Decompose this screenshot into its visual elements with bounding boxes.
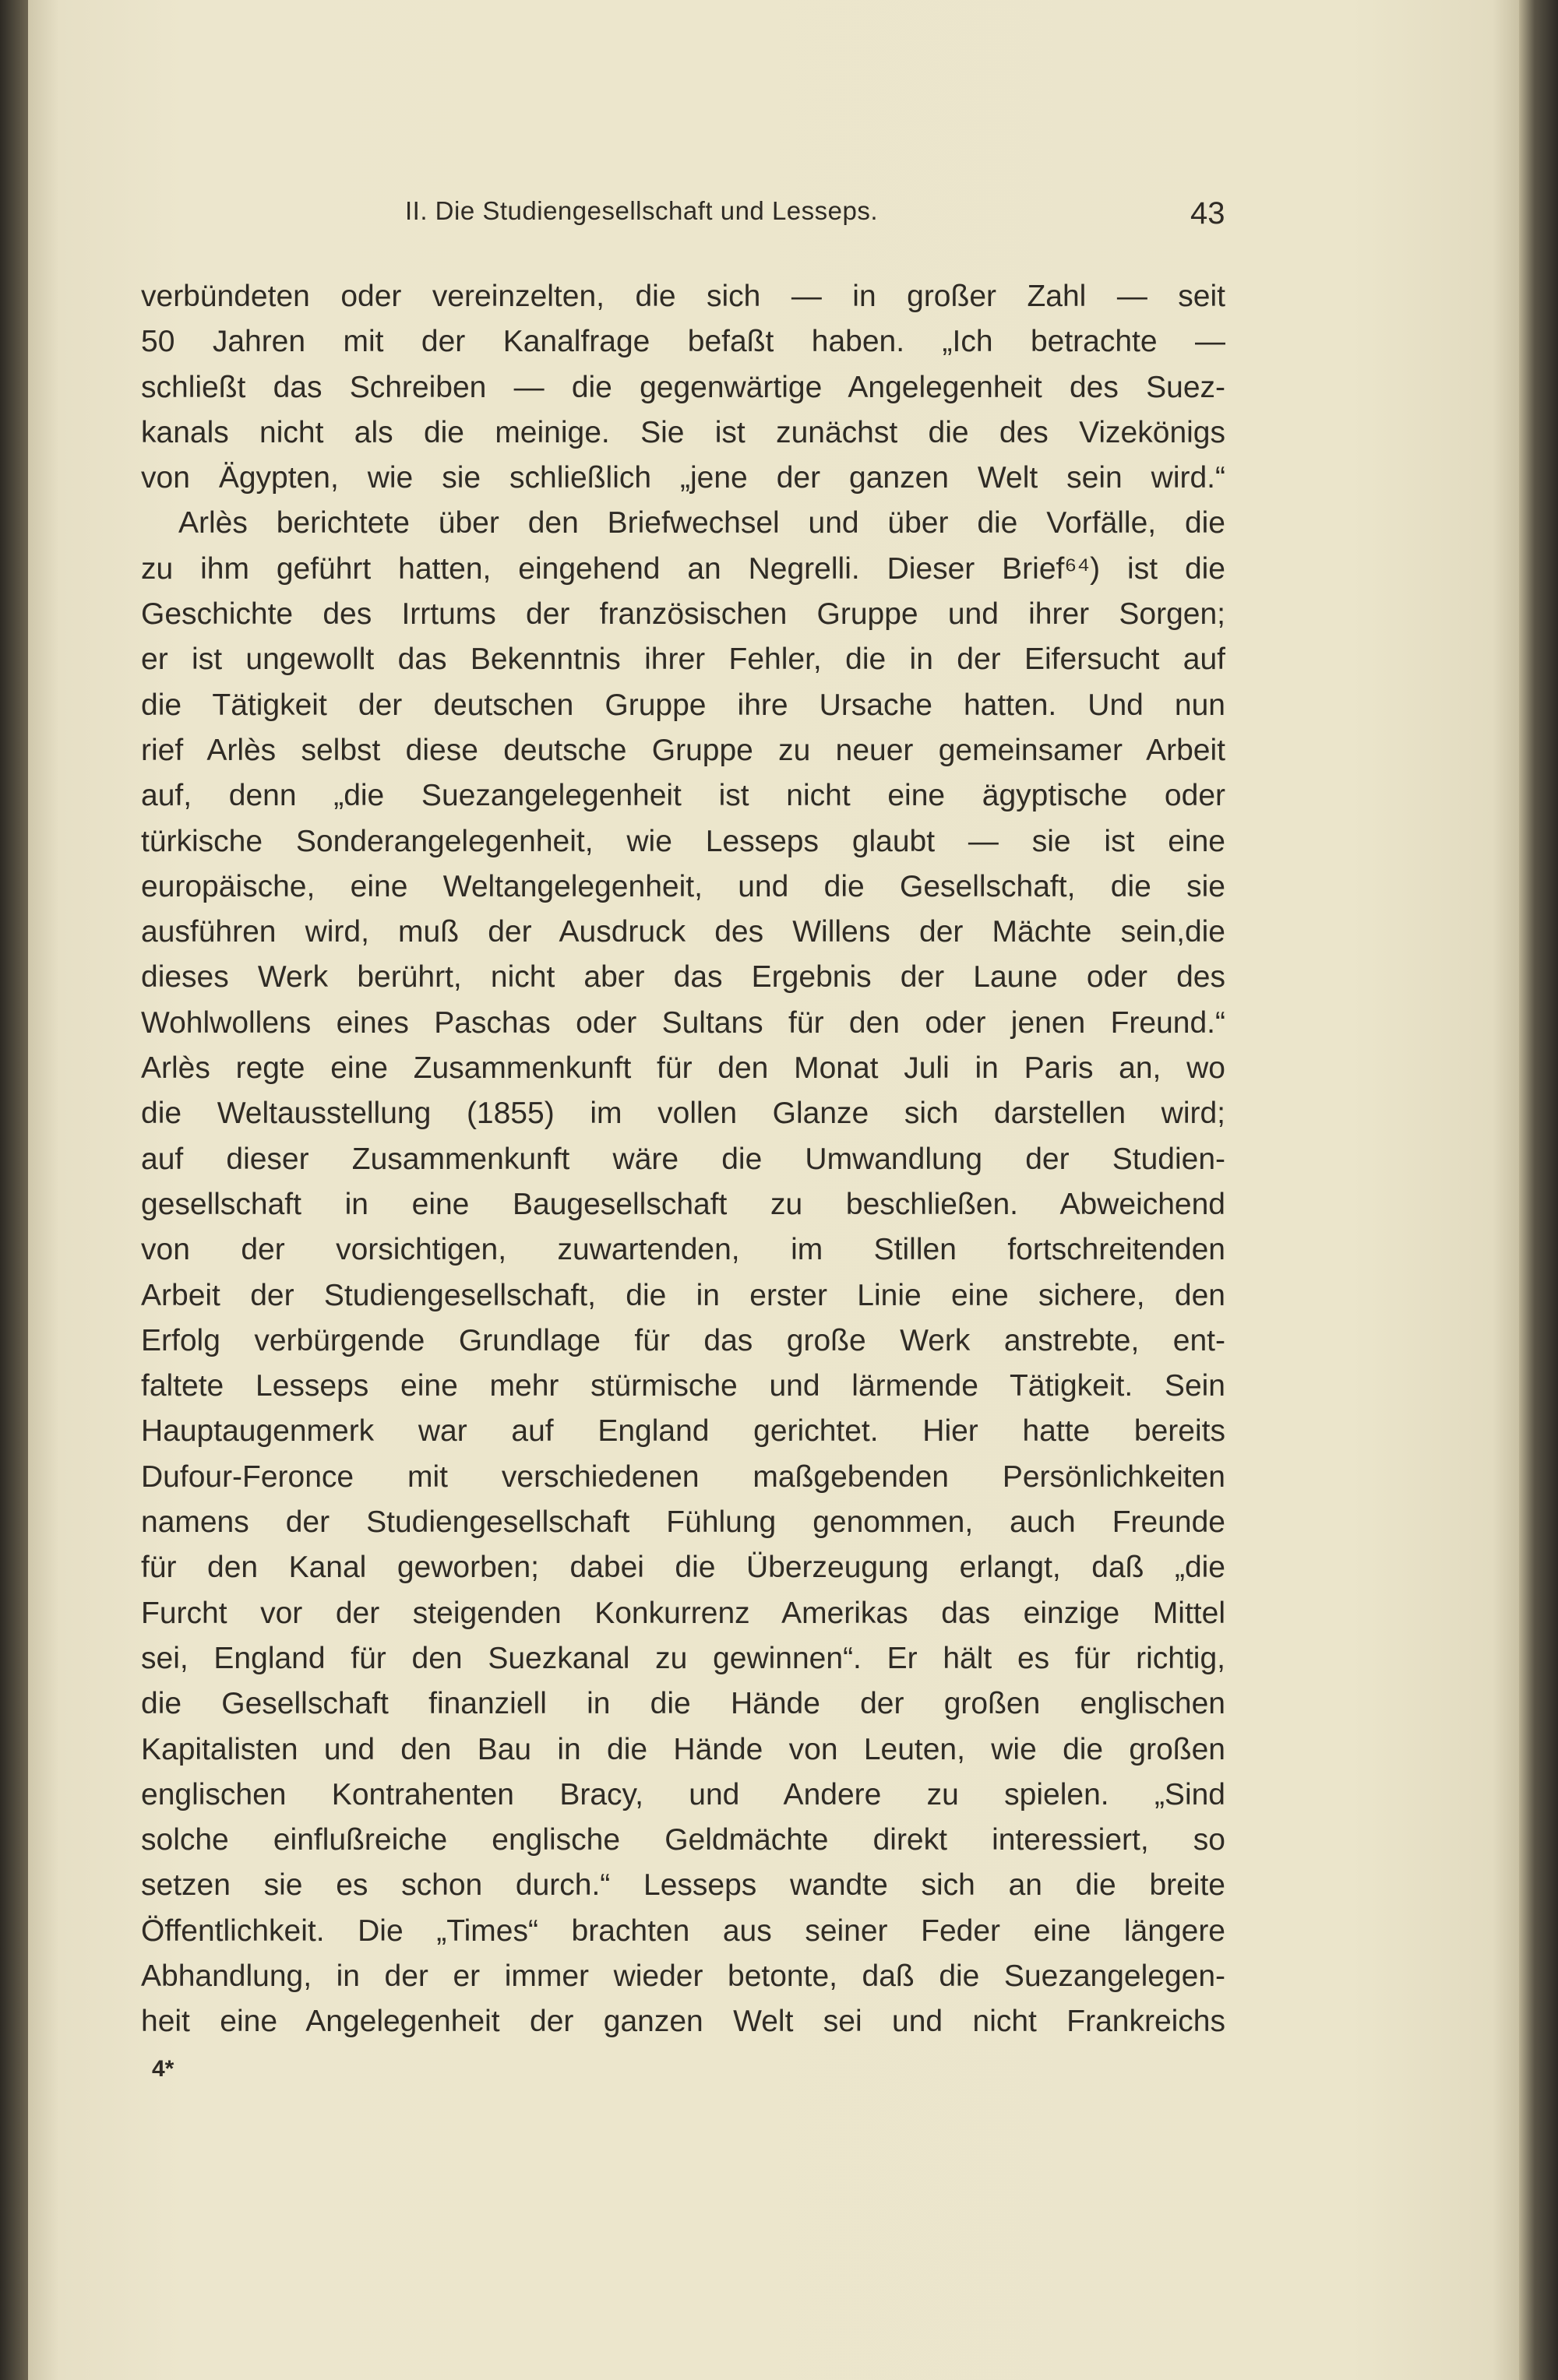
text-line: setzen sie es schon durch.“ Lesseps wandte sich an die breite xyxy=(141,1868,1225,1903)
text-line: Hauptaugenmerk war auf England gerichtet. Hier hatte bereits xyxy=(141,1414,1225,1449)
text-line: Abhandlung, in der er immer wieder betonte, daß die Suezangelegen- xyxy=(141,1959,1225,1993)
text-line: solche einflußreiche englische Geldmächte direkt interessiert, so xyxy=(141,1823,1225,1857)
text-line: von Ägypten, wie sie schließlich „jene der ganzen Welt sein wird.“ xyxy=(141,461,1225,495)
text-line: auf dieser Zusammenkunft wäre die Umwandlung der Studien- xyxy=(141,1142,1225,1176)
text-line: von der vorsichtigen, zuwartenden, im Stillen fortschreitenden xyxy=(141,1233,1225,1267)
text-line: namens der Studiengesellschaft Fühlung genommen, auch Freunde xyxy=(141,1505,1225,1540)
body-text xyxy=(141,274,1225,2045)
book-gutter xyxy=(0,0,28,2380)
text-line: Furcht vor der steigenden Konkurrenz Amerikas das einzige Mittel xyxy=(141,1596,1225,1630)
text-line: faltete Lesseps eine mehr stürmische und lärmende Tätigkeit. Sein xyxy=(141,1369,1225,1403)
text-line: auf, denn „die Suezangelegenheit ist nicht eine ägyptische oder xyxy=(141,779,1225,813)
text-line: für den Kanal geworben; dabei die Überzeugung erlangt, daß „die xyxy=(141,1551,1225,1585)
text-line: er ist ungewollt das Bekenntnis ihrer Fehler, die in der Eifersucht auf xyxy=(141,643,1225,677)
text-line: sei, England für den Suezkanal zu gewinnen“. Er hält es für richtig, xyxy=(141,1641,1225,1675)
text-line: 50 Jahren mit der Kanalfrage befaßt haben. „Ich betrachte — xyxy=(141,325,1225,359)
text-line: Erfolg verbürgende Grundlage für das große Werk anstrebte, ent- xyxy=(141,1323,1225,1357)
text-line: Arbeit der Studiengesellschaft, die in erster Linie eine sichere, den xyxy=(141,1278,1225,1312)
text-line: Öffentlichkeit. Die „Times“ brachten aus seiner Feder eine längere xyxy=(141,1914,1225,1948)
text-line: kanals nicht als die meinige. Sie ist zunächst die des Vizekönigs xyxy=(141,415,1225,449)
text-line: Dufour-Feronce mit verschiedenen maßgebenden Persönlichkeiten xyxy=(141,1459,1225,1494)
page-edge xyxy=(1519,0,1558,2380)
text-line: verbündeten oder vereinzelten, die sich — in großer Zahl — seit xyxy=(141,280,1225,313)
text-line: die Tätigkeit der deutschen Gruppe ihre Ursache hatten. Und nun xyxy=(141,688,1225,722)
text-line: Geschichte des Irrtums der französischen Gruppe und ihrer Sorgen; xyxy=(141,597,1225,632)
text-line: zu ihm geführt hatten, eingehend an Negrelli. Dieser Brief⁶⁴) ist die xyxy=(141,551,1225,586)
text-line: die Weltausstellung (1855) im vollen Glanze sich darstellen wird; xyxy=(141,1097,1225,1131)
text-line: schließt das Schreiben — die gegenwärtige Angelegenheit des Suez- xyxy=(141,370,1225,404)
text-line: die Gesellschaft finanziell in die Hände der großen englischen xyxy=(141,1687,1225,1721)
text-line: Arlès regte eine Zusammenkunft für den Monat Juli in Paris an, wo xyxy=(141,1051,1225,1086)
text-line: ausführen wird, muß der Ausdruck des Willens der Mächte sein,die xyxy=(141,915,1225,949)
text-line: europäische, eine Weltangelegenheit, und die Gesellschaft, die sie xyxy=(141,869,1225,903)
page-number: 43 xyxy=(1190,196,1225,231)
text-line: rief Arlès selbst diese deutsche Gruppe zu neuer gemeinsamer Arbeit xyxy=(141,733,1225,767)
text-line: gesellschaft in eine Baugesellschaft zu beschließen. Abweichend xyxy=(141,1187,1225,1221)
text-line: türkische Sonderangelegenheit, wie Lesseps glaubt — sie ist eine xyxy=(141,824,1225,858)
signature-mark: 4* xyxy=(152,2056,174,2082)
text-line: Wohlwollens eines Paschas oder Sultans für den oder jenen Freund.“ xyxy=(141,1005,1225,1040)
text-line: dieses Werk berührt, nicht aber das Ergebnis der Laune oder des xyxy=(141,960,1225,995)
text-line: englischen Kontrahenten Bracy, und Andere zu spielen. „Sind xyxy=(141,1777,1225,1811)
text-line: Arlès berichtete über den Briefwechsel und über die Vorfälle, die xyxy=(178,506,1225,540)
text-line: heit eine Angelegenheit der ganzen Welt sei und nicht Frankreichs xyxy=(141,2005,1225,2039)
running-title: II. Die Studiengesellschaft und Lesseps. xyxy=(405,196,879,225)
text-line: Kapitalisten und den Bau in die Hände von Leuten, wie die großen xyxy=(141,1732,1225,1766)
